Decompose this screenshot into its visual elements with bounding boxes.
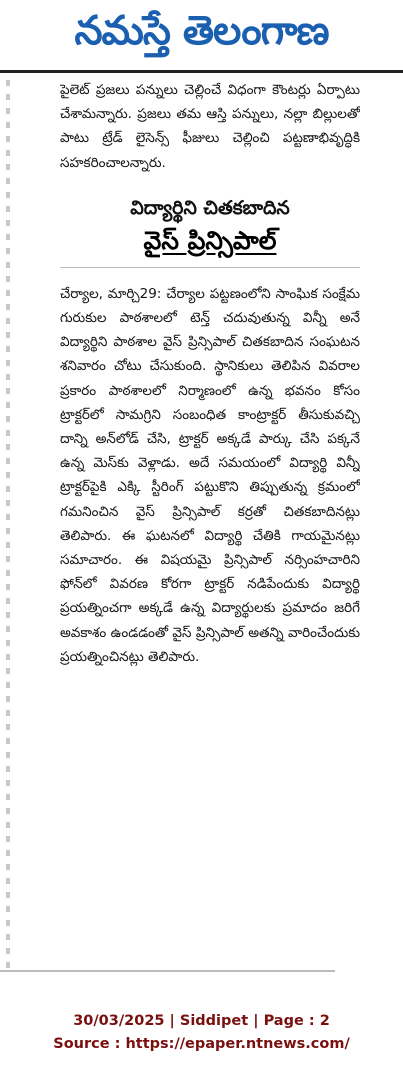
column-edge-mark: [6, 80, 10, 970]
source-link[interactable]: Source : https://epaper.ntnews.com/: [53, 1036, 350, 1052]
article-bottom-divider: [0, 970, 335, 972]
news-article: [60, 78, 360, 968]
article-headline-block: [60, 193, 360, 268]
article-body-text: చేర్యాల పట్టణంలోని సాంఘిక సంక్షేమ గురుకుల పాఠశాలలో టెన్త్ చదువుతున్న విన్నీ అనే విద్యార్థిని పాఠశాల వైస్ ప్రిన్సిపాల్ చితకబాదిన సంఘటన శనివారం చోటు చేసుకుంది. స్థానికులు తెలిపిన వివరాల ప్రకారం పాఠశాలలో నిర్మాణంలో ఉన్న భవనం కోసం ట్రాక్టర్‌లో సామగ్రిని సంబంధిత కాంట్రాక్టర్ తీసుకువచ్చి దాన్ని అన్‌లోడ్ చేసి, ట్రాక్టర్ అక్కడే పార్కు చేసి పక్కనే ఉన్న మెస్‌కు వెళ్లాడు. అదే సమయంలో విద్యార్థి విన్నీ ట్రాక్టర్‌పైకి ఎక్కి స్టీరింగ్ పట్టుకొని తిప్పుతున్న క్రమంలో గమనించిన వైస్ ప్రిన్సిపాల్ కర్రతో చితకబాదినట్లు తెలిపారు. ఈ ఘటనలో విద్యార్థి చేతికి గాయమైనట్లు సమాచారం. ఈ విషయమై ప్రిన్సిపాల్ నర్సింహచారిని ఫోన్‌లో వివరణ కోరగా ట్రాక్టర్ నడిపేందుకు విద్యార్థి ప్రయత్నించగా అక్కడే ఉన్న విద్యార్థులకు ప్రమాదం జరిగే అవకాశం ఉండడంతో వైస్ ప్రిన్సిపాల్ అతన్ని వారించేందుకు ప్రయత్నించినట్లు తెలిపారు.: [60, 285, 360, 665]
masthead-divider: [0, 70, 403, 73]
edition-info: 30/03/2025 | Siddipet | Page : 2: [73, 1013, 330, 1029]
article-headline: వైస్ ప్రిన్సిపాల్: [143, 225, 277, 255]
article-kicker: విద్యార్థిని చితకబాదిన: [130, 196, 290, 219]
newspaper-masthead: నమస్తే తెలంగాణ: [74, 6, 329, 54]
article-body: [60, 282, 360, 669]
article-dateline: చేర్యాల, మార్చి29:: [60, 285, 162, 302]
lead-paragraph: పైలెట్ ప్రజలు పన్నులు చెల్లించే విధంగా కౌంటర్లు ఏర్పాటు చేశామన్నారు. ప్రజలు తమ ఆస్తి పన్నులు, నల్లా బిల్లులతో పాటు ట్రేడ్ లైసెన్స్ ఫీజులు చెల్లించి పట్టణాభివృద్ధికి సహకరించాలన్నారు.: [60, 82, 360, 171]
page-footer: [0, 1010, 403, 1056]
